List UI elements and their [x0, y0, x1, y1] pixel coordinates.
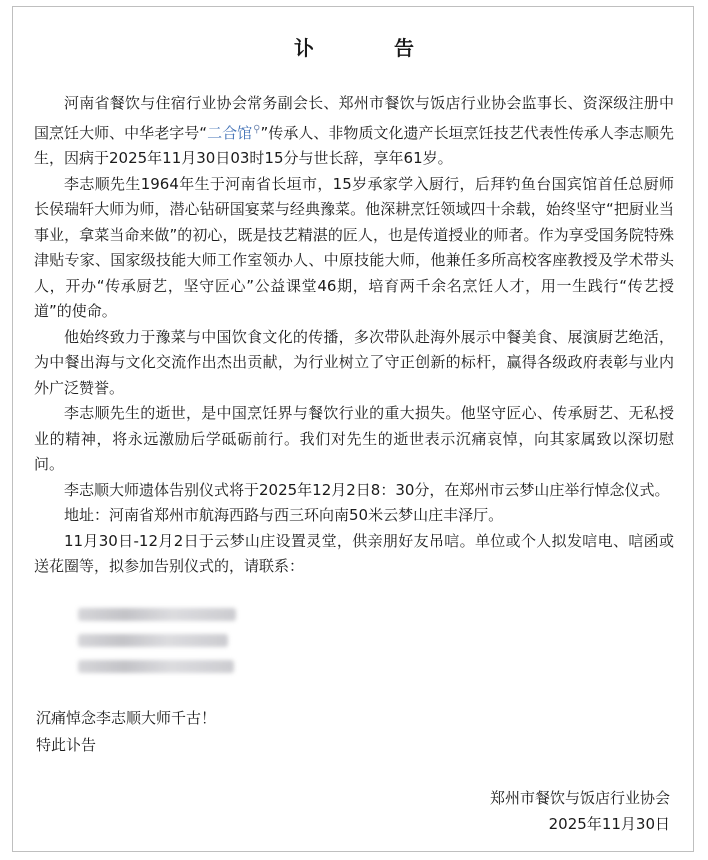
paragraph-announcement-start: 河南省餐饮与住宿行业协会常务副会长、郑州市餐饮与饭店行业协会监事长、资深级注册中国烹饪大师、中华老字号“ [34, 94, 674, 142]
contact-row [78, 627, 236, 653]
paragraph-announcement-end: ”传承人、非物质文化遗产长垣烹饪技艺代表性传承人李志顺先生，因病于2025年11月30日03时15分与世长辞，享年61岁。 [34, 123, 674, 167]
paragraph-biography: 李志顺先生1964年生于河南省长垣市，15岁承家学入厨行，后拜钓鱼台国宾馆首任总厨师长侯瑞轩大师为师，潜心钻研国宴菜与经典豫菜。他深耕烹饪领域四十余载，始终坚守“把厨业当事业，拿菜当命来做”的初心，既是技艺精湛的匠人，也是传道授业的师者。作为享受国务院特殊津贴专家、国家级技能大师工作室领办人、中原技能大师，他兼任多所高校客座教授及学术带头人，开办“传承厨艺，坚守匠心”公益课堂46期，培育两千余名烹饪人才，用一生践行“传艺授道”的使命。 [34, 174, 674, 320]
paragraph-announcement [34, 91, 674, 172]
contact-row [78, 601, 236, 627]
closing-notice: 特此讣告 [36, 736, 97, 754]
page-title: 讣 告 [294, 36, 444, 60]
closing-tribute: 沉痛悼念李志顺大师千古！ [36, 709, 217, 727]
closing-remarks [36, 705, 216, 759]
redacted-contact [78, 660, 234, 673]
paragraph-ceremony: 李志顺大师遗体告别仪式将于2025年12月2日8：30分，在郑州市云梦山庄举行悼念仪式。 [64, 480, 670, 499]
notice-page [12, 6, 694, 852]
brand-link[interactable]: 二合馆 [207, 123, 253, 142]
paragraph-condolence: 李志顺先生的逝世，是中国烹饪界与餐饮行业的重大损失。他坚守匠心、传承厨艺、无私授业的精神，将永远激励后学砥砺前行。我们对先生的逝世表示沉痛哀悼，向其家属致以深切慰问。 [34, 404, 674, 473]
search-icon[interactable]: ⚲ [253, 123, 261, 135]
contact-row [78, 653, 236, 679]
paragraph-address: 地址：河南省郑州市航海西路与西三环向南50米云梦山庄丰泽厅。 [64, 506, 504, 524]
obituary-body [34, 91, 674, 580]
paragraph-contributions: 他始终致力于豫菜与中国饮食文化的传播，多次带队赴海外展示中餐美食、展演厨艺绝活，为中餐出海与文化交流作出杰出贡献，为行业树立了守正创新的标杆，赢得各级政府表彰与业内外广泛赞誉。 [34, 327, 674, 397]
signature-date: 2025年11月30日 [548, 815, 670, 833]
signature-org: 郑州市餐饮与饭店行业协会 [489, 789, 670, 807]
signature-block [490, 785, 670, 837]
redacted-contact [78, 608, 236, 621]
contact-list [78, 601, 236, 679]
redacted-contact [78, 634, 228, 647]
paragraph-mourning-hall: 11月30日-12月2日于云梦山庄设置灵堂，供亲朋好友吊唁。单位或个人拟发唁电、唁函或送花圈等，拟参加告别仪式的，请联系： [34, 531, 674, 575]
